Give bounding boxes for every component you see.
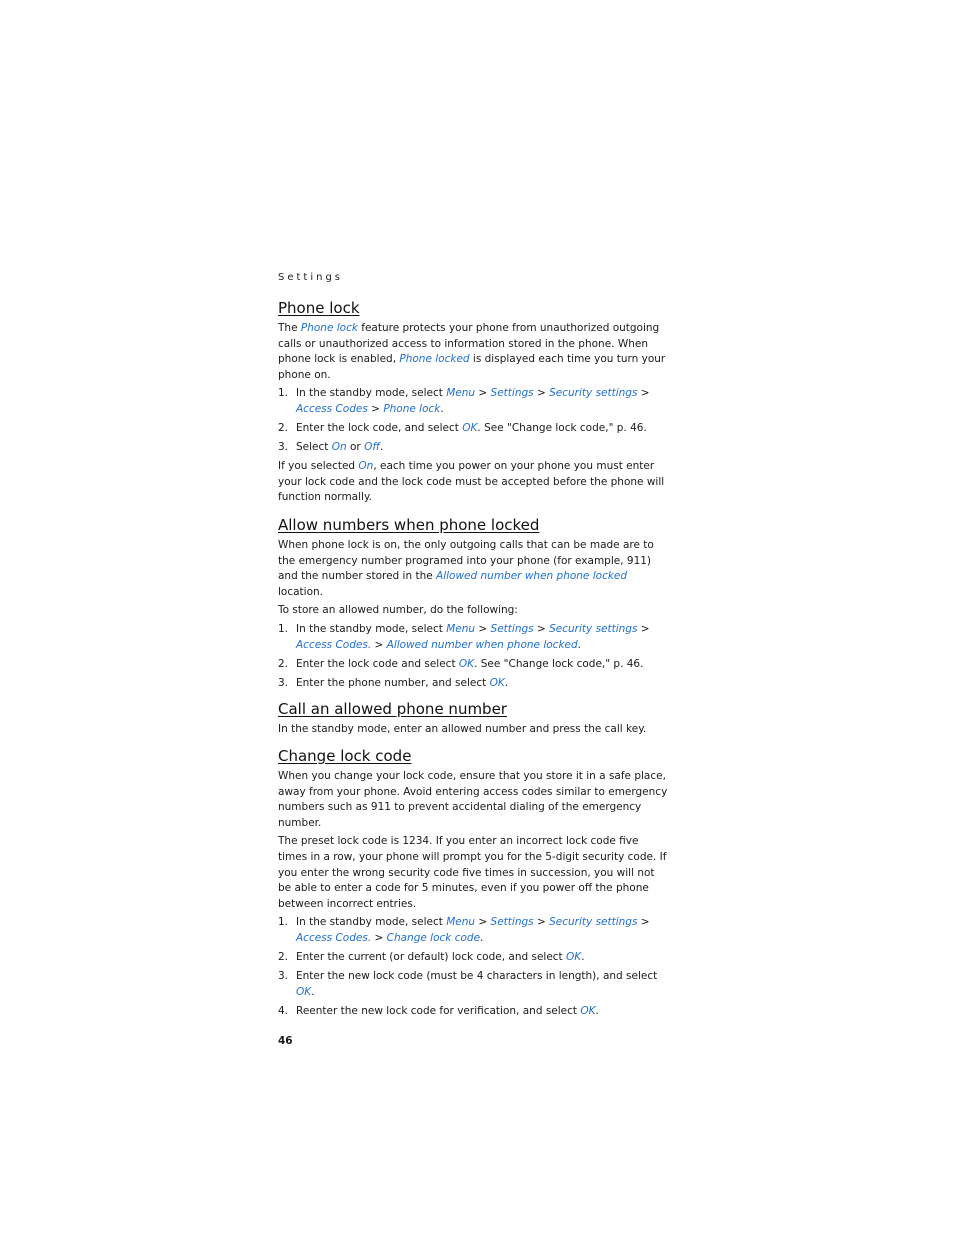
ui-term: Phone lock (300, 322, 358, 334)
list-item: 3. Enter the new lock code (must be 4 characters in length), and select OK. (278, 970, 658, 998)
allow-numbers-intro: When phone lock is on, the only outgoing calls that can be made are to the emergency number programed into your phone (for example, 911) and the number stored in the Allowed number when phone locked location. (278, 539, 654, 598)
change-lock-code-p2: The preset lock code is 1234. If you enter an incorrect lock code five times in a row, your phone will prompt you for the 5-digit security code. If you enter the wrong security code five times in succession, you will not be able to enter a code for 5 minutes, even if you power off the phone between incorrect entries. (278, 835, 667, 910)
list-item: 2. Enter the lock code, and select OK. See "Change lock code," p. 46. (278, 422, 647, 435)
allow-numbers-steps (278, 622, 670, 691)
running-head: Settings (278, 272, 344, 283)
call-allowed-text: In the standby mode, enter an allowed number and press the call key. (278, 723, 647, 736)
list-item: 1. In the standby mode, select Menu > Settings > Security settings > Access Codes. > Change lock code. (278, 916, 650, 944)
list-item: 2. Enter the lock code and select OK. See "Change lock code," p. 46. (278, 657, 644, 670)
ui-term: Phone locked (399, 353, 470, 366)
list-item: 1. In the standby mode, select Menu > Settings > Security settings > Access Codes > Phone lock. (278, 387, 650, 415)
list-item: 2. Enter the current (or default) lock code, and select OK. (278, 951, 585, 963)
section-change-lock-code (278, 746, 670, 1019)
change-lock-code-p1: When you change your lock code, ensure that you store it in a safe place, away from your phone. Avoid entering access codes similar to emergency numbers such as 911 to prevent accidental dialing of the emergency number. (278, 769, 668, 829)
phone-lock-outro: If you selected On, each time you power on your phone you must enter your lock code and the lock code must be accepted before the phone will function normally. (278, 460, 665, 504)
phone-lock-intro: The Phone lock feature protects your phone from unauthorized outgoing calls or unauthorized access to information stored in the phone. When phone lock is enabled, Phone locked is displayed each time you turn your phone on. (278, 322, 666, 381)
section-allow-numbers (278, 515, 670, 691)
heading-phone-lock: Phone lock (278, 299, 360, 317)
list-item: 3. Enter the phone number, and select OK. (278, 676, 509, 689)
section-phone-lock (278, 298, 670, 506)
change-lock-code-steps (278, 915, 670, 1019)
manual-page (278, 272, 670, 1047)
heading-allow-numbers: Allow numbers when phone locked (278, 516, 540, 535)
page-number: 46 (278, 1035, 293, 1048)
heading-change-lock-code: Change lock code (278, 746, 412, 765)
list-item: 4. Reenter the new lock code for verification, and select OK. (278, 1004, 599, 1017)
list-item: 1. In the standby mode, select Menu > Settings > Security settings > Access Codes. > Allowed number when phone locked. (278, 623, 650, 651)
list-item: 3. Select On or Off. (278, 441, 384, 454)
allow-numbers-lead: To store an allowed number, do the following: (278, 604, 518, 617)
heading-call-allowed: Call an allowed phone number (278, 700, 507, 719)
section-call-allowed (278, 699, 670, 738)
phone-lock-steps (278, 386, 670, 455)
